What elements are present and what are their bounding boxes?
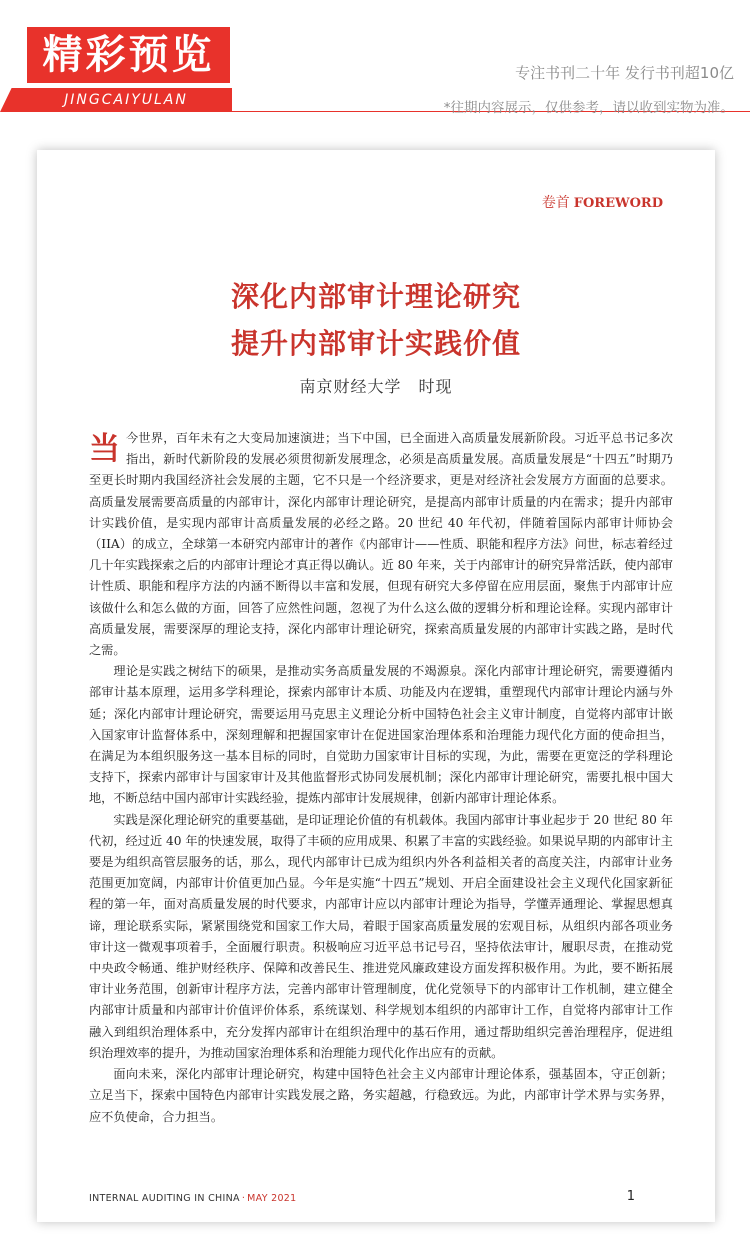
paragraph-text: 今世界，百年未有之大变局加速演进；当下中国，已全面进入高质量发展新阶段。习近平总书记多次指出，新时代新阶段的发展必须贯彻新发展理念，必须是高质量发展。高质量发展是“十四五”时期乃至更长时期内我国经济社会发展的主题，它不只是一个经济要求，更是对经济社会发展方方面面的总要求。高质量发展需要高质量的内部审计，深化内部审计理论研究，是提高内部审计质量的内在需求；提升内部审计实践价值，是实现内部审计高质量发展的必经之路。20 世纪 40 年代初，伴随着国际内部审计师协会（IIA）的成立，全球第一本研究内部审计的著作《内部审计——性质、职能和程序方法》问世，标志着经过几十年实践探索之后的内部审计理论才真正得以确认。近 80 年来，关于内部审计的研究异常活跃，使内部审计性质、职能和程序方法的内涵不断得以丰富和发展，但现有研究大多停留在应用层面，聚焦于内部审计应该做什么和怎么做的方面，回答了应然性问题，忽视了为什么这么做的逻辑分析和理论诠释。实现内部审计高质量发展，需要深厚的理论支持，深化内部审计理论研究，探索高质量发展的内部审计实践之路，是时代之需。	[89, 431, 673, 658]
paragraph-1	[89, 428, 673, 661]
brand-title: 精彩预览	[27, 27, 230, 83]
article-body	[89, 428, 673, 1128]
paragraph-3: 实践是深化理论研究的重要基础，是印证理论价值的有机载体。我国内部审计事业起步于 20 世纪 80 年代初，经过近 40 年的快速发展，取得了丰硕的应用成果、积累了丰富的实践经验。如果说早期的内部审计主要是为组织高管层服务的话，那么，现代内部审计已成为组织内外各利益相关者的高度关注，内部审计业务范围更加宽阔，内部审计价值更加凸显。今年是实施“十四五”规划、开启全面建设社会主义现代化国家新征程的第一年，面对高质量发展的时代要求，内部审计应以内部审计理论为指导，学懂弄通理论、掌握思想真谛，理论联系实际，紧紧围绕党和国家工作大局，着眼于国家高质量发展的宏观目标，从组织内部各项业务审计这一微观事项着手，全面履行职责。积极响应习近平总书记号召，坚持依法审计，履职尽责，在推动党中央政令畅通、维护财经秩序、保障和改善民生、推进党风廉政建设方面发挥积极作用。为此，要不断拓展审计业务范围，创新审计程序方法，完善内部审计管理制度，优化党领导下的内部审计工作机制，建立健全内部审计质量和内部审计价值评价体系，系统谋划、科学规划本组织的内部审计工作，自觉将内部审计工作融入到组织治理体系中，充分发挥内部审计在组织治理中的基石作用，通过帮助组织完善治理程序，促进组织治理效率的提升，为推动国家治理体系和治理能力现代化作出应有的贡献。	[89, 812, 673, 1060]
footer-journal: INTERNAL AUDITING IN CHINA	[89, 1193, 240, 1204]
article-title-line-2: 提升内部审计实践价值	[230, 327, 521, 360]
magazine-page	[37, 150, 715, 1222]
brand-pinyin: JINGCAIYULAN	[64, 92, 188, 108]
footer-separator: ·	[241, 1193, 246, 1204]
footer-date: MAY 2021	[247, 1193, 297, 1204]
promo-banner	[0, 0, 750, 150]
article-title-line-1: 深化内部审计理论研究	[230, 280, 521, 313]
paragraph-4: 面向未来，深化内部审计理论研究，构建中国特色社会主义内部审计理论体系，强基固本，守正创新；立足当下，探索中国特色内部审计实践发展之路，务实超越，行稳致远。为此，内部审计学术界与实务界，应不负使命，合力担当。	[89, 1067, 673, 1124]
author-byline: 南京财经大学 时现	[299, 377, 453, 396]
section-label	[542, 192, 663, 212]
section-label-cn: 卷首	[541, 195, 570, 211]
page-footer	[89, 1193, 297, 1204]
tagline: 专注书刊二十年 发行书刊超10亿	[515, 64, 734, 82]
section-label-en: FOREWORD	[573, 196, 663, 211]
page-number: 1	[626, 1189, 635, 1204]
disclaimer: *往期内容展示，仅供参考，请以收到实物为准。	[443, 100, 734, 116]
drop-cap: 当	[89, 431, 120, 467]
paragraph-2: 理论是实践之树结下的硕果，是推动实务高质量发展的不竭源泉。深化内部审计理论研究，需要遵循内部审计基本原理，运用多学科理论，探索内部审计本质、功能及内在逻辑，重塑现代内部审计理论内涵与外延；深化内部审计理论研究，需要运用马克思主义理论分析中国特色社会主义审计制度，自觉将内部审计嵌入国家审计监督体系中，深刻理解和把握国家审计在促进国家治理体系和治理能力现代化方面的使命担当，在满足为本组织服务这一基本目标的同时，自觉助力国家审计目标的实现，为此，需要在更宽泛的学科理论支持下，探索内部审计与国家审计及其他监督形式协同发展机制；深化内部审计理论研究，需要扎根中国大地，不断总结中国内部审计实践经验，提炼内部审计发展规律，创新内部审计理论体系。	[89, 664, 673, 806]
